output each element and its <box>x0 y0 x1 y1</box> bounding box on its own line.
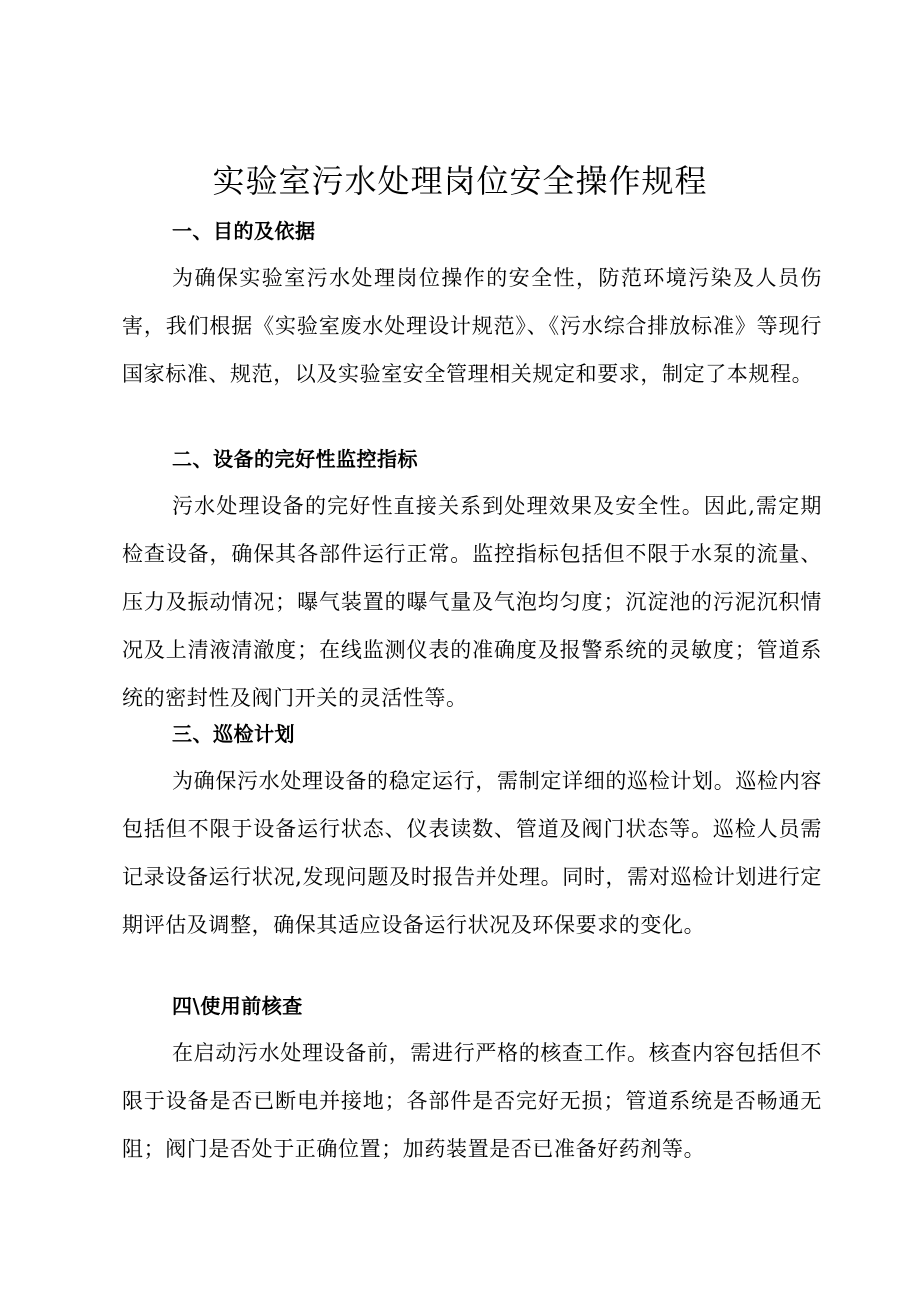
section-body-inspection-plan: 为确保污水处理设备的稳定运行，需制定详细的巡检计划。巡检内容包括但不限于设备运行状态、仪表读数、管道及阀门状态等。巡检人员需记录设备运行状况,发现问题及时报告并处理。同时，需对巡检计划进行定期评估及调整，确保其适应设备运行状况及环保要求的变化。 <box>122 769 822 937</box>
section-heading-equipment-monitoring: 二、设备的完好性监控指标 <box>172 447 418 471</box>
section-body-equipment-monitoring: 污水处理设备的完好性直接关系到处理效果及安全性。因此,需定期检查设备，确保其各部件运行正常。监控指标包括但不限于水泵的流量、压力及振动情况；曝气装置的曝气量及气泡均匀度；沉淀池的污泥沉积情况及上清液清澈度；在线监测仪表的准确度及报警系统的灵敏度；管道系统的密封性及阀门开关的灵活性等。 <box>122 494 822 710</box>
section-heading-purpose: 一、目的及依据 <box>172 219 316 243</box>
section-body-purpose: 为确保实验室污水处理岗位操作的安全性，防范环境污染及人员伤害，我们根据《实验室废水处理设计规范》、《污水综合排放标准》等现行国家标准、规范，以及实验室安全管理相关规定和要求，制定了本规程。 <box>122 266 822 386</box>
section-body-pre-use-check: 在启动污水处理设备前，需进行严格的核查工作。核查内容包括但不限于设备是否已断电并接地；各部件是否完好无损；管道系统是否畅通无阻；阀门是否处于正确位置；加药装置是否已准备好药剂等。 <box>122 1041 822 1161</box>
section-heading-inspection-plan: 三、巡检计划 <box>172 722 295 746</box>
document-title: 实验室污水处理岗位安全操作规程 <box>212 162 708 200</box>
section-heading-pre-use-check: 四\使用前核查 <box>172 994 303 1018</box>
